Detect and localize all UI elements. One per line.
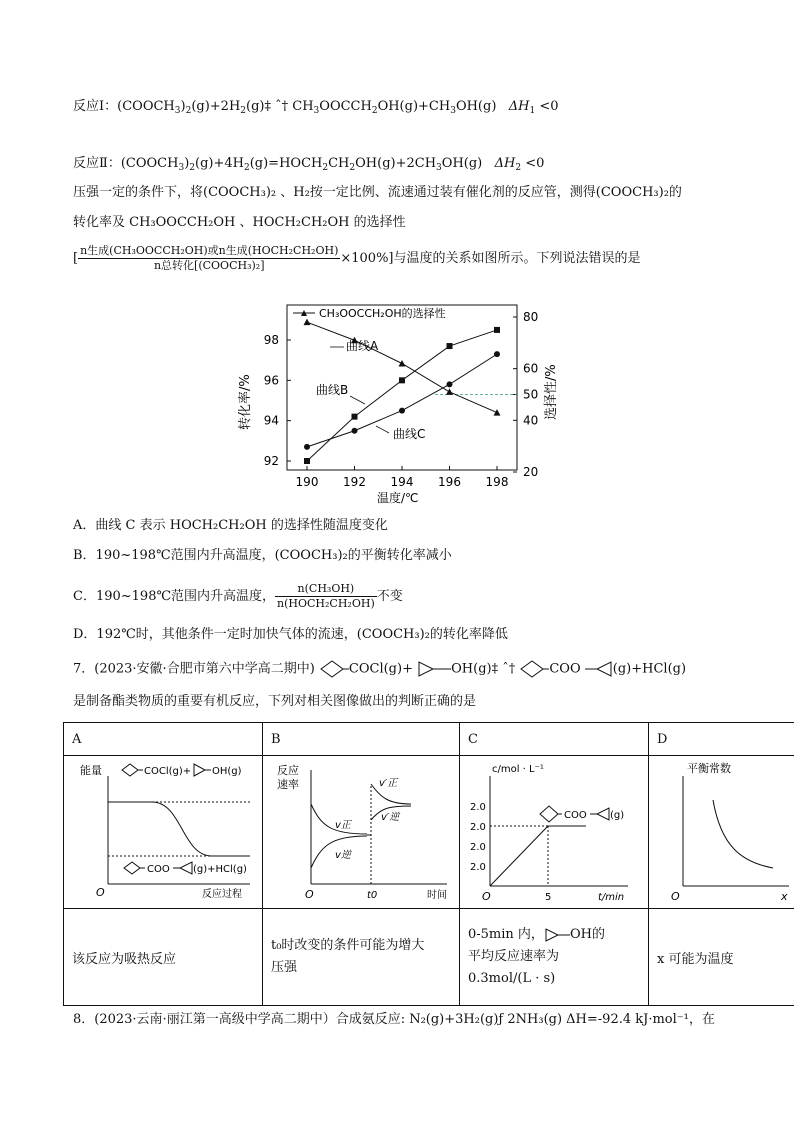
svg-text:时间: 时间: [427, 890, 447, 901]
data-point: [494, 351, 500, 357]
svg-text:能量: 能量: [80, 764, 102, 777]
curve-c-pointer: [376, 426, 389, 433]
y-left-tick-label: 98: [263, 333, 279, 347]
q7-options-table: [63, 722, 794, 1006]
equilibrium-constant-diagram: [657, 756, 793, 904]
x-tick-label: 190: [295, 475, 319, 489]
cyclopropyl-ring-icon: [585, 659, 613, 679]
svg-text:平衡常数: 平衡常数: [687, 762, 731, 775]
y-axis-left-label: 转化率/%: [238, 374, 253, 430]
concentration-time-diagram: [468, 756, 640, 904]
svg-text:OH(g): OH(g): [212, 766, 242, 777]
chart-d-cell: [649, 756, 794, 909]
table-header-c: C: [460, 723, 649, 756]
svg-text:O: O: [305, 888, 314, 901]
data-point: [494, 327, 500, 333]
q8-header: 8．(2023·云南·丽江第一高级中学高二期中）合成氨反应: N₂(g)+3H₂(g)ƒ 2NH₃(g) ΔH=-92.4 kJ·mol⁻¹，在: [73, 1012, 715, 1027]
x-axis-label: 温度/℃: [377, 491, 419, 505]
x-tick-label: 196: [438, 475, 461, 489]
legend: [293, 306, 446, 320]
data-point: [304, 319, 311, 326]
svg-text:O: O: [482, 890, 491, 903]
svg-text:COO: COO: [147, 864, 170, 875]
selectivity-formula: [ $\frac{\text{n生成(CH₃OOCCH₂OH)或n生成(HOCH₂CH₂OH)}}{\text{n总转化[(COOCH₃)₂]}}$ ×100%]与温度的关系如图所示。下列说法错误的是: [73, 244, 641, 272]
cyclohexyl-ring-icon: [319, 659, 349, 679]
svg-text:(g): (g): [610, 810, 625, 821]
chart-a-cell: [64, 756, 263, 909]
energy-diagram: [72, 756, 254, 904]
option-a: A．曲线 C 表示 HOCH₂CH₂OH 的选择性随温度变化: [73, 518, 388, 533]
svg-text:5: 5: [545, 892, 552, 903]
desc-b: t₀时改变的条件可能为增大 压强: [263, 909, 460, 1006]
curve-c-label: 曲线C: [393, 427, 426, 441]
svg-text:COO: COO: [564, 810, 587, 821]
svg-text:反应: 反应: [277, 764, 299, 777]
rate-time-diagram: [271, 756, 451, 904]
temperature-chart: [225, 292, 565, 512]
svg-text:v正: v正: [335, 820, 351, 831]
desc-d: x 可能为温度: [649, 909, 794, 1006]
svg-text:(g)+HCl(g): (g)+HCl(g): [193, 864, 247, 875]
reaction-2: 反应Ⅱ：$(COOCH_3)_2(g)+4H_2(g)=HOCH_2CH_2OH(g)+2CH_3OH(g)$ $\Delta H_2 <0$: [73, 156, 545, 173]
svg-text:反应过程: 反应过程: [202, 889, 242, 900]
option-d: D．192℃时，其他条件一定时加快气体的流速，(COOCH₃)₂的转化率降低: [73, 627, 508, 642]
data-point: [447, 381, 453, 387]
y-right-tick-label: 80: [523, 310, 539, 324]
formula-denominator: n总转化[(COOCH₃)₂]: [153, 259, 265, 272]
reaction-1: 反应Ⅰ：$(COOCH_3)_2(g)+2H_2(g)\ddagger$ ˆ† $CH_3OOCCH_2OH(g)+CH_3OH(g)$ $\Delta H_1 <0$: [73, 99, 559, 116]
svg-text:O: O: [96, 886, 105, 899]
svg-text:t/min: t/min: [598, 892, 625, 903]
data-point: [352, 414, 358, 420]
option-b: B．190~198℃范围内升高温度，(COOCH₃)₂的平衡转化率减小: [73, 548, 452, 563]
svg-text:COCl(g)+: COCl(g)+: [144, 766, 192, 777]
desc-c: 0-5min 内， OH的 平均反应速率为 0.3mol/(L · s): [460, 909, 649, 1006]
table-header-b: B: [263, 723, 460, 756]
data-point: [446, 388, 453, 395]
cyclohexyl-ring-icon: [519, 659, 549, 679]
y-left-tick-label: 92: [263, 454, 279, 468]
y-left-tick-label: 94: [263, 413, 279, 428]
cyclopropyl-ring-icon: [544, 927, 570, 943]
y-right-tick-label: 60: [523, 361, 539, 376]
svg-text:x: x: [781, 890, 788, 903]
svg-text:2.0: 2.0: [470, 842, 486, 853]
legend-label: CH₃OOCCH₂OH的选择性: [319, 307, 446, 320]
svg-text:速率: 速率: [277, 778, 299, 791]
chart-c-cell: [460, 756, 649, 909]
data-point: [399, 360, 406, 367]
data-point: [304, 444, 310, 450]
data-point: [399, 377, 405, 383]
intro-line-2: 转化率及 CH₃OOCCH₂OH 、HOCH₂CH₂OH 的选择性: [73, 215, 406, 230]
data-point: [352, 428, 358, 434]
q7-line-2: 是制备酯类物质的重要有机反应，下列对相关图像做出的判断正确的是: [73, 694, 477, 709]
x-tick-label: 198: [485, 475, 509, 489]
svg-text:v逆: v逆: [335, 850, 351, 861]
x-tick-label: 194: [390, 475, 414, 489]
intro-line-1: 压强一定的条件下，将(COOCH₃)₂ 、H₂按一定比例、流速通过装有催化剂的反应管，测得(COOCH₃)₂的: [73, 185, 682, 200]
series-line-1: [307, 322, 497, 412]
svg-text:2.0: 2.0: [470, 862, 486, 873]
x-tick-label: 192: [343, 475, 366, 489]
data-point: [399, 408, 405, 414]
formula-tail: ×100%]与温度的关系如图所示。下列说法错误的是: [340, 251, 641, 266]
table-header-d: D: [649, 723, 794, 756]
svg-text:c/mol · L⁻¹: c/mol · L⁻¹: [492, 764, 544, 775]
option-c: C．190~198℃范围内升高温度， $\frac{\text{n(CH₃OH)}}{\text{n(HOCH₂CH₂OH)}}$ 不变: [73, 582, 403, 610]
y-right-tick-label: 20: [523, 465, 539, 479]
svg-text:2.0: 2.0: [470, 802, 486, 813]
y-right-tick-label: 50: [523, 387, 539, 402]
svg-text:O: O: [671, 890, 680, 903]
svg-text:v′逆: v′逆: [381, 812, 400, 823]
curve-b-pointer: [350, 396, 365, 404]
formula-numerator: n生成(CH₃OOCCH₂OH)或n生成(HOCH₂CH₂OH): [80, 244, 339, 257]
svg-text:2.0: 2.0: [470, 822, 486, 833]
curve-b-label: 曲线B: [316, 383, 349, 397]
y-right-tick-label: 40: [523, 413, 539, 428]
svg-text:v′正: v′正: [379, 778, 398, 789]
desc-a: 该反应为吸热反应: [64, 909, 263, 1006]
table-header-a: A: [64, 723, 263, 756]
data-point: [494, 409, 501, 416]
svg-text:t0: t0: [367, 890, 378, 901]
curve-a-label: 曲线A: [346, 339, 379, 353]
y-left-tick-label: 96: [263, 373, 279, 388]
data-point: [447, 343, 453, 349]
cyclopropyl-ring-icon: [417, 659, 451, 679]
y-axis-right-label: 选择性/%: [544, 364, 559, 420]
q7-header: 7．(2023·安徽·合肥市第六中学高二期中) COCl(g)+ OH(g)‡ ˆ† COO (g)+HCl(g): [73, 659, 686, 680]
data-point: [304, 458, 310, 464]
chart-b-cell: [263, 756, 460, 909]
